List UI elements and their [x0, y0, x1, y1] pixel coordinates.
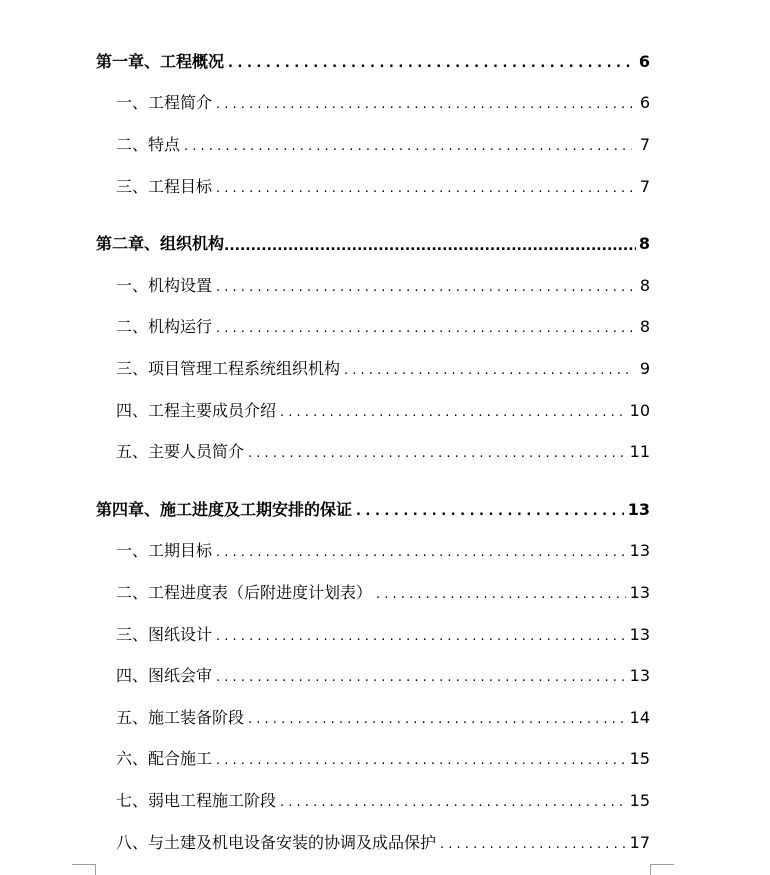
toc-dot-leader: [344, 361, 632, 381]
toc-page-number: 13: [629, 625, 650, 644]
toc-entry-title: 八、与土建及机电设备安装的协调及成品保护: [116, 833, 437, 852]
toc-section-4-8[interactable]: [116, 831, 650, 855]
toc-page-number: 8: [639, 317, 650, 336]
toc-entry-title: 三、工程目标: [116, 177, 213, 196]
toc-entry-title: 五、主要人员简介: [116, 442, 245, 461]
toc-section-4-7[interactable]: [116, 789, 650, 813]
toc-page-number: 15: [629, 791, 650, 810]
toc-entry-title: 一、机构设置: [116, 276, 213, 295]
toc-page-number: 13: [629, 583, 650, 602]
toc-page-number: 14: [629, 708, 650, 727]
toc-section-2-4[interactable]: [116, 399, 650, 423]
toc-dot-leader: [280, 403, 626, 423]
toc-page-number: 13: [627, 500, 650, 519]
toc-entry-title: 一、工程简介: [116, 93, 213, 112]
toc-page-number: 11: [629, 442, 650, 461]
toc-dot-leader: [280, 793, 626, 813]
toc-page-number: 7: [639, 135, 650, 154]
toc-dot-leader: [224, 236, 636, 256]
toc-entry-title: 三、图纸设计: [116, 625, 213, 644]
toc-page-number: 8: [639, 276, 650, 295]
toc-page-number: 10: [629, 401, 650, 420]
toc-page-number: 13: [629, 541, 650, 560]
crop-mark-right: [650, 864, 674, 875]
toc-dot-leader: [216, 668, 626, 688]
toc-section-1-2[interactable]: [116, 133, 650, 157]
toc-dot-leader: [216, 179, 632, 199]
toc-section-2-3[interactable]: [116, 357, 650, 381]
toc-page-number: 6: [638, 52, 650, 71]
toc-section-4-2[interactable]: [116, 581, 650, 605]
toc-dot-leader: [216, 627, 626, 647]
toc-entry-title: 二、工程进度表（后附进度计划表）: [116, 583, 373, 602]
toc-dot-leader: [440, 835, 626, 855]
toc-section-4-4[interactable]: [116, 664, 650, 688]
toc-section-2-2[interactable]: [116, 315, 650, 339]
toc-chapter-2[interactable]: [96, 232, 650, 256]
toc-page-number: 13: [629, 666, 650, 685]
toc-entry-title: 一、工期目标: [116, 541, 213, 560]
crop-mark-left: [72, 864, 96, 875]
toc-section-2-1[interactable]: [116, 274, 650, 298]
toc-dot-leader: [248, 710, 626, 730]
toc-section-4-1[interactable]: [116, 539, 650, 563]
toc-entry-title: 第一章、工程概况: [96, 52, 225, 71]
toc-chapter-1[interactable]: [96, 50, 650, 74]
toc-entry-title: 第二章、组织机构: [96, 234, 225, 253]
toc-dot-leader: [356, 502, 624, 522]
toc-dot-leader: [184, 137, 632, 157]
toc-dot-leader: [216, 278, 632, 298]
toc-section-1-1[interactable]: [116, 91, 650, 115]
toc-chapter-4[interactable]: [96, 498, 650, 522]
toc-entry-title: 二、机构运行: [116, 317, 213, 336]
toc-page-number: 8: [638, 234, 650, 253]
toc-page-number: 15: [629, 749, 650, 768]
toc-page-number: 17: [629, 833, 650, 852]
toc-dot-leader: [376, 585, 626, 605]
toc-section-4-3[interactable]: [116, 623, 650, 647]
crop-mark-left-vertical: [95, 864, 96, 875]
toc-dot-leader: [216, 95, 632, 115]
toc-page-number: 6: [639, 93, 650, 112]
toc-entry-title: 四、图纸会审: [116, 666, 213, 685]
toc-entry-title: 第四章、施工进度及工期安排的保证: [96, 500, 353, 519]
toc-dot-leader: [228, 54, 632, 74]
toc-entry-title: 六、配合施工: [116, 749, 213, 768]
toc-dot-leader: [216, 319, 632, 339]
toc-entry-title: 五、施工装备阶段: [116, 708, 245, 727]
crop-mark-right-vertical: [650, 864, 651, 875]
toc-dot-leader: [216, 751, 626, 771]
toc-section-2-5[interactable]: [116, 440, 650, 464]
toc-page-number: 9: [639, 359, 650, 378]
toc-section-4-6[interactable]: [116, 747, 650, 771]
toc-entry-title: 四、工程主要成员介绍: [116, 401, 277, 420]
toc-entry-title: 三、项目管理工程系统组织机构: [116, 359, 341, 378]
toc-entry-title: 二、特点: [116, 135, 181, 154]
toc-dot-leader: [216, 543, 626, 563]
toc-dot-leader: [248, 444, 626, 464]
toc-entry-title: 七、弱电工程施工阶段: [116, 791, 277, 810]
toc-section-1-3[interactable]: [116, 175, 650, 199]
toc-section-4-5[interactable]: [116, 706, 650, 730]
toc-page-number: 7: [639, 177, 650, 196]
